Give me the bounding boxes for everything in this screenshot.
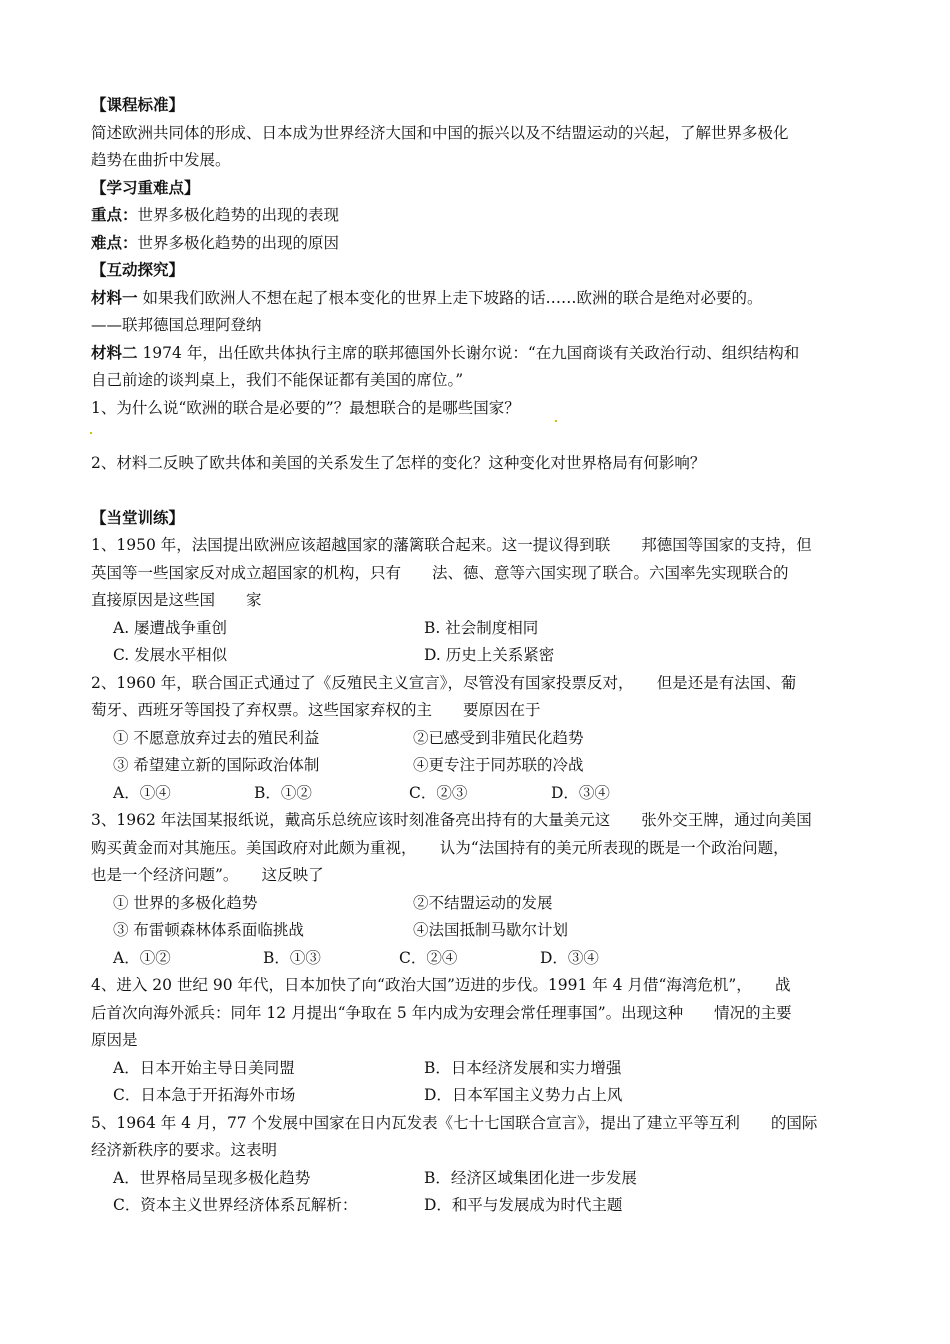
q1-option-a: A. 屡遭战争重创 [113,618,228,637]
inquiry-question-1: 1、为什么说“欧洲的联合是必要的”？最想联合的是哪些国家？ [91,398,520,417]
q5-options-row-1 [91,1165,861,1193]
stray-mark [90,432,92,434]
q1-stem-3: 直接原因是这些国 家 [91,591,262,609]
difficulty-line [91,230,861,258]
q4-option-b: B．日本经济发展和实力增强 [424,1058,622,1077]
q2-item-3: ③ 希望建立新的国际政治体制 [113,756,320,774]
standard-line-2: 趋势在曲折中发展。 [91,151,231,169]
q4-stem-3: 原因是 [91,1031,138,1049]
q3-item-4: ④法国抵制马歇尔计划 [413,921,569,939]
q4-options-row-2 [91,1082,861,1110]
q3-item-2: ②不结盟运动的发展 [413,893,553,912]
q3-option-c: C．②④ [399,948,458,967]
q3-stem-2: 购买黄金而对其施压。美国政府对此颇为重视， 认为“法国持有的美元所表现的既是一个政治问题， [91,838,789,857]
inquiry-question-2: 2、材料二反映了欧共体和美国的关系发生了怎样的变化？这种变化对世界格局有何影响？ [91,453,706,472]
q1-option-c: C. 发展水平相似 [113,646,228,664]
heading-training: 【当堂训练】 [91,508,185,527]
q5-option-c: C．资本主义世界经济体系瓦解析： [113,1196,358,1214]
q3-item-3: ③ 布雷顿森林体系面临挑战 [113,921,304,939]
q1-option-b: B. 社会制度相同 [424,618,539,637]
difficulty-label: 难点： [91,233,138,252]
answer-space-1 [91,422,861,450]
material-2-text-1: 1974 年，出任欧共体执行主席的联邦德国外长谢尔说：“在九国商谈有关政治行动、组织结构和 [137,343,800,362]
q3-item-1: ① 世界的多极化趋势 [113,893,258,912]
q4-options-row-1 [91,1055,861,1083]
q1-options-row-1 [91,615,861,643]
heading-key-points: 【学习重难点】 [91,178,200,197]
material-1-source: ——联邦德国总理阿登纳 [91,316,262,334]
q3-option-d: D．③④ [540,948,599,967]
material-2-label: 材料二 [91,343,138,362]
q5-option-b: B．经济区域集团化进一步发展 [424,1168,637,1187]
q2-options [91,780,861,808]
standard-line-1: 简述欧洲共同体的形成、日本成为世界经济大国和中国的振兴以及不结盟运动的兴起，了解世界多极化 [91,123,789,142]
q2-option-a: A．①④ [113,783,171,802]
q5-stem-1: 5、1964 年 4 月，77 个发展中国家在日内瓦发表《七十七国联合宣言》，提出了建立平等互利 的国际 [91,1113,818,1132]
q1-option-d: D. 历史上关系紧密 [424,646,555,664]
q3-items-row-2 [91,917,861,945]
q3-items-row-1 [91,890,861,918]
q4-option-a: A．日本开始主导日美同盟 [113,1058,295,1077]
q5-option-d: D．和平与发展成为时代主题 [424,1196,623,1214]
q2-stem-2: 萄牙、西班牙等国投了弃权票。这些国家弃权的主 要原因在于 [91,701,541,719]
focus-label: 重点： [91,206,138,224]
q2-items-row-2 [91,752,861,780]
worksheet [91,92,861,1220]
material-2 [91,340,861,368]
q3-options [91,945,861,973]
focus-text: 世界多极化趋势的出现的表现 [137,206,340,224]
difficulty-text: 世界多极化趋势的出现的原因 [137,233,340,252]
q1-stem-2: 英国等一些国家反对成立超国家的机构，只有 法、德、意等六国实现了联合。六国率先实现联合的 [91,563,789,582]
q4-stem-2: 后首次向海外派兵：同年 12 月提出“争取在 5 年内成为安理会常任理事国”。出现这种 情况的主要 [91,1003,792,1022]
heading-standard: 【课程标准】 [91,96,185,114]
material-1-label: 材料一 [91,288,138,307]
q2-item-2: ②已感受到非殖民化趋势 [413,728,584,747]
heading-inquiry: 【互动探究】 [91,261,185,279]
q5-option-a: A．世界格局呈现多极化趋势 [113,1168,311,1187]
q4-option-c: C．日本急于开拓海外市场 [113,1086,296,1104]
q3-option-a: A．①② [113,948,171,967]
q5-options-row-2 [91,1192,861,1220]
material-2-line-2: 自己前途的谈判桌上，我们不能保证都有美国的席位。” [91,371,464,389]
q2-option-b: B．①② [254,783,312,802]
q2-items-row-1 [91,725,861,753]
material-1-text: 如果我们欧洲人不想在起了根本变化的世界上走下坡路的话……欧洲的联合是绝对必要的。 [137,288,763,307]
q2-stem-1: 2、1960 年，联合国正式通过了《反殖民主义宣言》，尽管没有国家投票反对， 但是还是有法国、葡 [91,673,797,692]
stray-mark [555,420,557,422]
q1-options-row-2 [91,642,861,670]
q2-item-4: ④更专注于同苏联的冷战 [413,756,584,774]
q2-option-c: C．②③ [409,783,468,802]
q3-stem-1: 3、1962 年法国某报纸说，戴高乐总统应该时刻准备亮出持有的大量美元这 张外交王牌，通过向美国 [91,811,812,829]
material-1 [91,285,861,313]
focus-line [91,202,861,230]
q2-item-1: ① 不愿意放弃过去的殖民利益 [113,728,320,747]
q2-option-d: D．③④ [551,783,610,802]
q3-stem-3: 也是一个经济问题”。 这反映了 [91,866,324,884]
q1-stem-1: 1、1950 年，法国提出欧洲应该超越国家的藩篱联合起来。这一提议得到联 邦德国等国家的支持，但 [91,536,812,554]
q3-option-b: B．①③ [263,948,321,967]
q5-stem-2: 经济新秩序的要求。这表明 [91,1141,278,1159]
answer-space-2 [91,477,861,505]
q4-stem-1: 4、进入 20 世纪 90 年代，日本加快了向“政治大国”迈进的步伐。1991 年 4 月借“海湾危机”， 战 [91,976,791,994]
q4-option-d: D．日本军国主义势力占上风 [424,1086,623,1104]
